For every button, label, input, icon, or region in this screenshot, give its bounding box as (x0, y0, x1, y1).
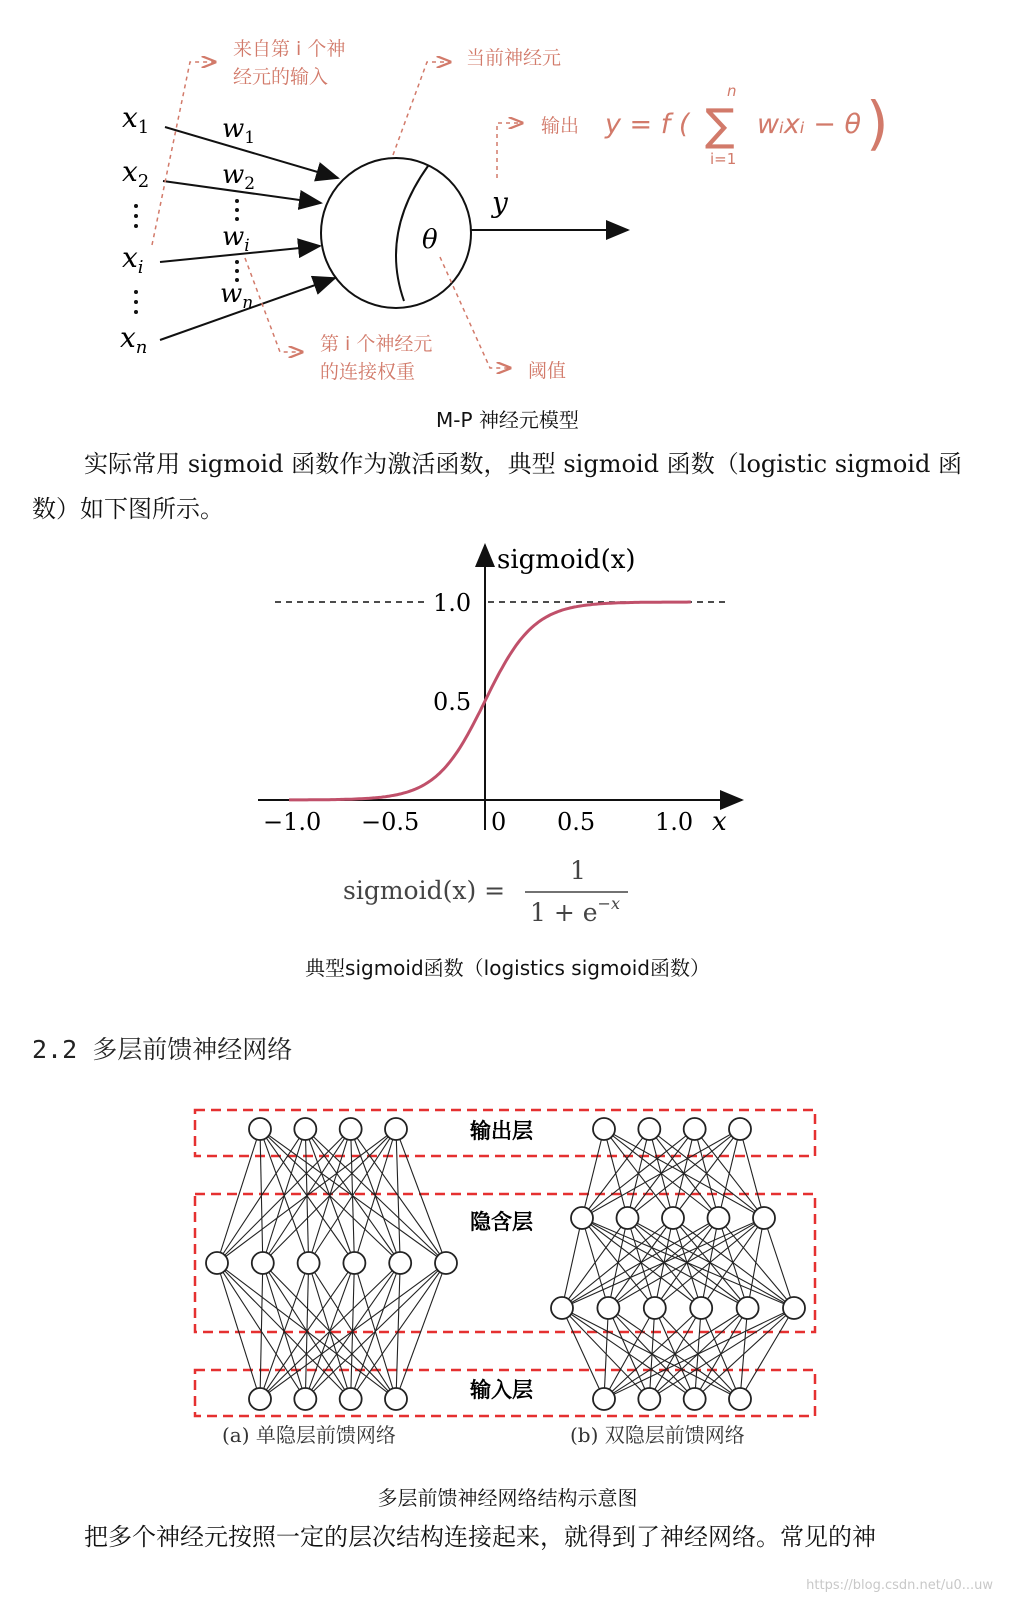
net-b-neuron (737, 1297, 759, 1319)
x-axis-label: x (712, 807, 727, 837)
net-a-edge (354, 1129, 396, 1263)
sigmoid-chart (0, 530, 1015, 940)
ann-arrow-current (393, 62, 450, 155)
net-b-neuron (593, 1118, 615, 1140)
net-b-neuron (684, 1118, 706, 1140)
x-tick-label: 0.5 (557, 808, 596, 836)
label-hidden-layer: 隐含层 (470, 1210, 533, 1234)
paragraph-network-intro: 把多个神经元按照一定的层次结构连接起来，就得到了神经网络。常见的神 (84, 1523, 876, 1551)
net-b-edge (582, 1129, 604, 1218)
ann-sum-expr: wᵢxᵢ − θ (757, 109, 862, 140)
ann-sum-lower: i=1 (710, 150, 737, 168)
ann-current: 当前神经元 (466, 47, 562, 69)
x-tick-label: −0.5 (361, 808, 420, 836)
net-a-neuron (389, 1252, 411, 1274)
ann-weight-line2: 的连接权重 (320, 361, 416, 383)
net-a-neuron (340, 1388, 362, 1410)
net-b-neuron (662, 1207, 684, 1229)
net-b-neuron (729, 1388, 751, 1410)
formula-numerator: 1 (570, 856, 586, 885)
net-a-neuron (385, 1388, 407, 1410)
net-a-neuron (249, 1388, 271, 1410)
net-b-neuron (593, 1388, 615, 1410)
ann-arrow-output (497, 123, 522, 178)
network-figure (0, 1090, 1015, 1460)
weight-w1: $w_1$ (222, 114, 256, 148)
net-a-edge (396, 1129, 446, 1263)
net-a-neuron (294, 1118, 316, 1140)
section-heading: 2.2 多层前馈神经网络 (32, 1035, 293, 1064)
network-caption: 多层前馈神经网络结构示意图 (377, 1486, 638, 1510)
net-a-neuron (435, 1252, 457, 1274)
input-xn: $x_n$ (120, 321, 148, 358)
sigmoid-caption: 典型sigmoid函数（logistics sigmoid函数） (305, 956, 710, 980)
ann-arrow-input (152, 62, 215, 245)
net-a-neuron (249, 1118, 271, 1140)
y-tick-label: 0.5 (433, 688, 472, 716)
output-y-label: y (492, 186, 508, 219)
net-a-neuron (385, 1118, 407, 1140)
net-a-neuron (298, 1252, 320, 1274)
neuron-circle (321, 158, 471, 308)
sigmoid-curve (289, 602, 691, 800)
net-b-edge (604, 1308, 655, 1399)
net-a-edge (217, 1129, 260, 1263)
ann-close-paren: ) (866, 89, 889, 157)
net-b-edge (740, 1129, 764, 1218)
subcaption-a: (a) 单隐层前馈网络 (222, 1423, 396, 1447)
watermark: https://blog.csdn.net/u0...uw (806, 1578, 993, 1593)
net-b-neuron (684, 1388, 706, 1410)
paragraph-sigmoid-intro: 实际常用 sigmoid 函数作为激活函数，典型 sigmoid 函数（logistic sigmoid 函数）如下图所示。 (32, 450, 962, 523)
net-b-neuron (708, 1207, 730, 1229)
weight-w2: $w_2$ (222, 160, 256, 194)
net-b-neuron (690, 1297, 712, 1319)
ann-weight-line1: 第 i 个神经元 (320, 333, 433, 355)
x-tick-label: 0 (491, 808, 507, 836)
net-a-neuron (294, 1388, 316, 1410)
net-b-neuron (597, 1297, 619, 1319)
ann-arrow-threshold (440, 257, 510, 368)
subcaption-b: (b) 双隐层前馈网络 (570, 1423, 745, 1447)
net-b-edge (604, 1308, 701, 1399)
weight-wi: $w_i$ (222, 222, 250, 256)
label-output-layer: 输出层 (470, 1119, 533, 1143)
net-b-edge (719, 1129, 741, 1218)
net-a-neuron (340, 1118, 362, 1140)
input-x2: $x_2$ (122, 155, 150, 192)
net-b-neuron (729, 1118, 751, 1140)
net-b-neuron (644, 1297, 666, 1319)
y-tick-label: 1.0 (433, 589, 472, 617)
network-single-hidden (206, 1118, 457, 1410)
input-x1: $x_1$ (122, 101, 150, 138)
net-a-edge (217, 1129, 396, 1263)
net-b-edge (582, 1129, 740, 1218)
net-b-edge (695, 1308, 794, 1399)
ann-input-line2: 经元的输入 (233, 66, 329, 88)
net-a-edge (217, 1129, 305, 1263)
ann-sum-symbol: ∑ (705, 100, 735, 151)
net-a-neuron (252, 1252, 274, 1274)
network-double-hidden (551, 1118, 805, 1410)
ann-input-line1: 来自第 i 个神 (233, 38, 346, 60)
net-a-edge (396, 1129, 400, 1263)
ann-output-label: 输出 (541, 115, 580, 137)
net-b-neuron (753, 1207, 775, 1229)
net-b-edge (582, 1129, 695, 1218)
label-input-layer: 输入层 (470, 1378, 533, 1402)
net-b-edge (604, 1308, 794, 1399)
formula-denominator: $1 + e^{-x}$ (530, 894, 620, 927)
net-b-neuron (551, 1297, 573, 1319)
x-tick-label: −1.0 (263, 808, 322, 836)
y-axis-title: sigmoid(x) (497, 545, 636, 575)
net-b-neuron (638, 1118, 660, 1140)
mp-caption: M-P 神经元模型 (436, 408, 579, 432)
formula-lhs: sigmoid(x) = (343, 876, 506, 905)
ann-output-formula: y = f ( (605, 109, 690, 140)
net-b-neuron (571, 1207, 593, 1229)
net-a-edge (309, 1129, 396, 1263)
net-b-neuron (638, 1388, 660, 1410)
net-b-edge (582, 1129, 649, 1218)
net-b-edge (740, 1308, 794, 1399)
threshold-symbol: θ (422, 225, 438, 255)
net-b-edge (604, 1308, 608, 1399)
net-b-neuron (617, 1207, 639, 1229)
mp-neuron-figure (0, 0, 1015, 400)
weight-wn: $w_n$ (220, 279, 254, 313)
net-b-neuron (783, 1297, 805, 1319)
ann-sum-upper: n (727, 82, 737, 100)
net-b-edge (562, 1308, 604, 1399)
net-a-neuron (206, 1252, 228, 1274)
input-xi: $x_i$ (122, 241, 144, 278)
net-b-edge (604, 1308, 748, 1399)
net-b-edge (628, 1129, 741, 1218)
net-a-neuron (343, 1252, 365, 1274)
ann-threshold: 阈值 (528, 360, 567, 382)
ann-arrow-weight (245, 258, 302, 352)
x-tick-label: 1.0 (655, 808, 694, 836)
net-b-edge (649, 1308, 794, 1399)
